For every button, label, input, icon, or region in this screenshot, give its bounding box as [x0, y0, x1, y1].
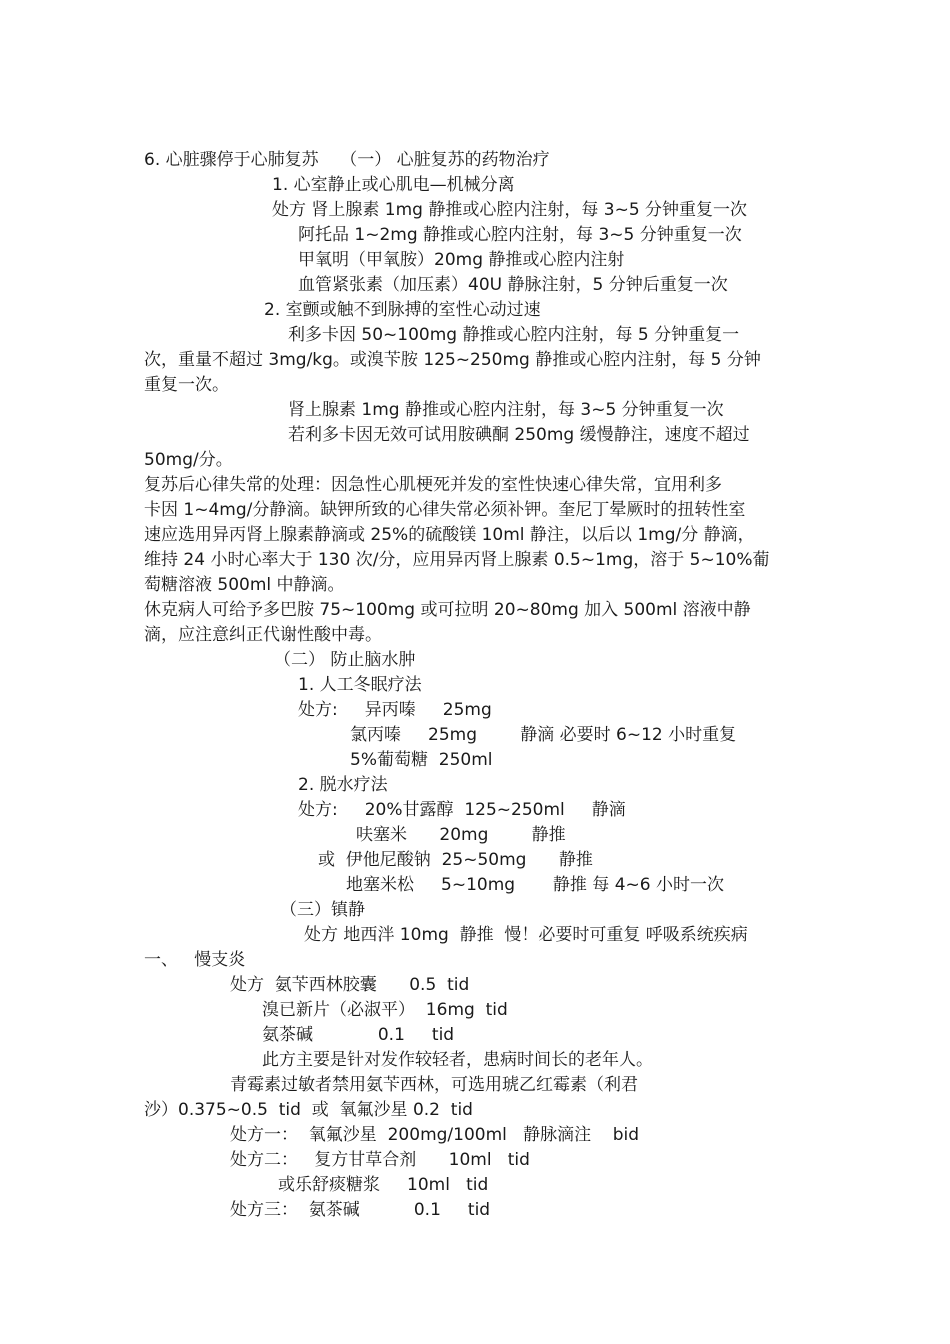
prescription-line: 5%葡萄糖 250ml — [350, 750, 493, 770]
subheading-ventricular-fibrillation: 2. 室颤或触不到脉搏的室性心动过速 — [264, 300, 541, 320]
section-heading-cerebral-edema: （二） 防止脑水肿 — [274, 650, 416, 670]
prescription-line: 阿托品 1~2mg 静推或心腔内注射，每 3~5 分钟重复一次 — [298, 225, 742, 245]
body-line: 维持 24 小时心率大于 130 次/分，应用异丙肾上腺素 0.5~1mg，溶于 5~10%葡 — [144, 550, 770, 570]
heading-cardiac-arrest: 6. 心脏骤停于心肺复苏 （一） 心脏复苏的药物治疗 — [144, 150, 550, 170]
body-line: 利多卡因 50~100mg 静推或心腔内注射，每 5 分钟重复一 — [288, 325, 740, 345]
body-line: 卡因 1~4mg/分静滴。缺钾所致的心律失常必须补钾。奎尼丁晕厥时的扭转性室 — [144, 500, 746, 520]
section-heading-chronic-bronchitis: 一、 慢支炎 — [144, 950, 246, 970]
prescription-line: 处方 肾上腺素 1mg 静推或心腔内注射，每 3~5 分钟重复一次 — [272, 200, 748, 220]
prescription-line: 呋塞米 20mg 静推 — [356, 825, 566, 845]
subheading-ventricular-standstill: 1. 心室静止或心肌电—机械分离 — [272, 175, 515, 195]
prescription-line: 处方 氨苄西林胶囊 0.5 tid — [230, 975, 470, 995]
body-line: 50mg/分。 — [144, 450, 233, 470]
body-line: 若利多卡因无效可试用胺碘酮 250mg 缓慢静注，速度不超过 — [288, 425, 750, 445]
subheading-hibernation-therapy: 1. 人工冬眠疗法 — [298, 675, 422, 695]
prescription-line: 或 伊他尼酸钠 25~50mg 静推 — [318, 850, 593, 870]
body-line: 重复一次。 — [144, 375, 229, 395]
body-line: 青霉素过敏者禁用氨苄西林，可选用琥乙红霉素（利君 — [230, 1075, 638, 1095]
section-heading-sedation: （三）镇静 — [280, 900, 365, 920]
body-line: 肾上腺素 1mg 静推或心腔内注射，每 3~5 分钟重复一次 — [288, 400, 724, 420]
subheading-dehydration-therapy: 2. 脱水疗法 — [298, 775, 388, 795]
body-line: 沙）0.375~0.5 tid 或 氧氟沙星 0.2 tid — [144, 1100, 473, 1120]
prescription-line: 氨茶碱 0.1 tid — [262, 1025, 455, 1045]
body-line: 此方主要是针对发作较轻者，患病时间长的老年人。 — [262, 1050, 653, 1070]
prescription-line: 地塞米松 5~10mg 静推 每 4~6 小时一次 — [346, 875, 724, 895]
prescription-line: 氯丙嗪 25mg 静滴 必要时 6~12 小时重复 — [350, 725, 737, 745]
body-line: 滴，应注意纠正代谢性酸中毒。 — [144, 625, 382, 645]
prescription-line: 处方一： 氧氟沙星 200mg/100ml 静脉滴注 bid — [230, 1125, 640, 1145]
body-line: 次，重量不超过 3mg/kg。或溴苄胺 125~250mg 静推或心腔内注射，每 5 分钟 — [144, 350, 761, 370]
body-line: 速应选用异丙肾上腺素静滴或 25%的硫酸镁 10ml 静注，以后以 1mg/分 静滴， — [144, 525, 755, 545]
prescription-line: 血管紧张素（加压素）40U 静脉注射，5 分钟后重复一次 — [298, 275, 728, 295]
body-line: 复苏后心律失常的处理：因急性心肌梗死并发的室性快速心律失常，宜用利多 — [144, 475, 722, 495]
prescription-line: 处方: 异丙嗪 25mg — [298, 700, 492, 720]
prescription-line: 处方 地西泮 10mg 静推 慢！必要时可重复 呼吸系统疾病 — [304, 925, 748, 945]
prescription-line: 或乐舒痰糖浆 10ml tid — [278, 1175, 489, 1195]
prescription-line: 甲氧明（甲氧胺）20mg 静推或心腔内注射 — [298, 250, 625, 270]
prescription-line: 处方二： 复方甘草合剂 10ml tid — [230, 1150, 530, 1170]
prescription-line: 处方三： 氨茶碱 0.1 tid — [230, 1200, 491, 1220]
body-line: 萄糖溶液 500ml 中静滴。 — [144, 575, 345, 595]
prescription-line: 处方: 20%甘露醇 125~250ml 静滴 — [298, 800, 626, 820]
body-line: 休克病人可给予多巴胺 75~100mg 或可拉明 20~80mg 加入 500ml 溶液中静 — [144, 600, 751, 620]
prescription-line: 溴已新片（必淑平） 16mg tid — [262, 1000, 508, 1020]
